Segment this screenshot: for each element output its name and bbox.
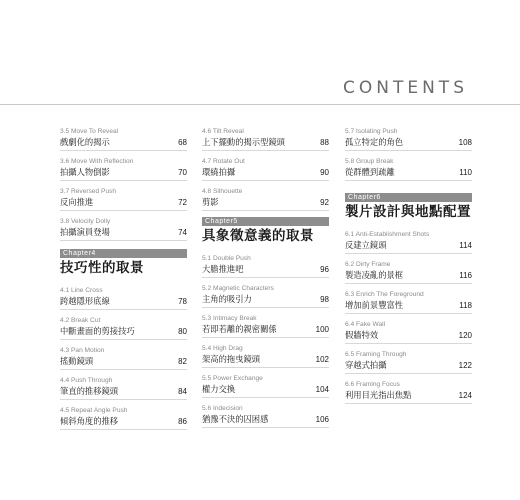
entry-chinese-title: 若即若離的親密關係 <box>202 324 277 334</box>
toc-entry <box>60 406 187 430</box>
entry-row <box>60 196 187 211</box>
entry-row <box>345 136 472 151</box>
entry-row <box>60 226 187 241</box>
entry-page-number: 98 <box>320 295 329 304</box>
entry-chinese-title: 孤立特定的角色 <box>345 137 404 147</box>
chapter-title: 製片設計與地點配置 <box>345 204 471 220</box>
entry-chinese-title: 拍攝人物倒影 <box>60 167 110 177</box>
entry-page-number: 104 <box>315 385 329 394</box>
entry-english-title: 5.6 Indecision <box>202 405 243 412</box>
chapter-label: Chapter5 <box>202 217 329 226</box>
entry-english-title: 4.7 Rotate Out <box>202 158 245 165</box>
entry-page-number: 124 <box>458 391 472 400</box>
entry-chinese-title: 製造凌亂的景框 <box>345 270 404 280</box>
entry-row <box>60 166 187 181</box>
entry-page-number: 70 <box>178 168 187 177</box>
entry-chinese-title: 傾斜角度的推移 <box>60 416 119 426</box>
chapter-label: Chapter4 <box>60 249 187 258</box>
toc-entry <box>345 350 472 374</box>
toc-entry <box>202 344 329 368</box>
entry-page-number: 84 <box>178 387 187 396</box>
entry-row <box>202 196 329 211</box>
toc-entry <box>202 404 329 428</box>
toc-column-3 <box>345 127 472 410</box>
entry-row <box>202 353 329 368</box>
toc-entry <box>345 157 472 181</box>
entry-row <box>202 166 329 181</box>
entry-page-number: 100 <box>315 325 329 334</box>
toc-entry <box>60 157 187 181</box>
entry-chinese-title: 環繞拍攝 <box>202 167 236 177</box>
entry-chinese-title: 猶豫不決的囚困感 <box>202 414 269 424</box>
entry-row <box>202 263 329 278</box>
entry-page-number: 106 <box>315 415 329 424</box>
entry-page-number: 74 <box>178 228 187 237</box>
entry-page-number: 110 <box>459 168 472 177</box>
entry-row <box>60 136 187 151</box>
entry-chinese-title: 從群體到疏離 <box>345 167 395 177</box>
entry-page-number: 78 <box>178 297 187 306</box>
title-divider <box>0 104 520 105</box>
entry-chinese-title: 大膽推進吧 <box>202 264 244 274</box>
entry-chinese-title: 戲劇化的揭示 <box>60 137 110 147</box>
chapter-heading <box>345 193 472 222</box>
entry-english-title: 5.7 Isolating Push <box>345 128 398 135</box>
toc-column-2 <box>202 127 329 434</box>
entry-page-number: 68 <box>178 138 187 147</box>
entry-english-title: 3.8 Velocity Dolly <box>60 218 111 225</box>
entry-chinese-title: 架高的拖曳鏡頭 <box>202 354 261 364</box>
toc-entry <box>60 217 187 241</box>
entry-english-title: 6.1 Anti-Establishment Shots <box>345 231 430 238</box>
entry-chinese-title: 假牆特效 <box>345 330 379 340</box>
entry-page-number: 114 <box>459 241 472 250</box>
entry-english-title: 3.7 Reversed Push <box>60 188 117 195</box>
entry-row <box>202 413 329 428</box>
entry-english-title: 6.2 Dirty Frame <box>345 261 391 268</box>
entry-row <box>202 293 329 308</box>
entry-page-number: 122 <box>458 361 472 370</box>
entry-english-title: 6.6 Framing Focus <box>345 381 400 388</box>
entry-row <box>60 295 187 310</box>
entry-page-number: 86 <box>178 417 187 426</box>
chapter-title: 具象徵意義的取景 <box>202 228 314 244</box>
entry-chinese-title: 利用目光指出焦點 <box>345 390 412 400</box>
entry-english-title: 4.4 Push Through <box>60 377 113 384</box>
entry-row <box>202 383 329 398</box>
entry-english-title: 4.8 Silhouette <box>202 188 243 195</box>
entry-chinese-title: 權力交換 <box>202 384 236 394</box>
entry-row <box>345 269 472 284</box>
toc-entry <box>202 187 329 211</box>
toc-column-1 <box>60 127 187 436</box>
entry-english-title: 4.3 Pan Motion <box>60 347 105 354</box>
entry-english-title: 6.3 Enrich The Foreground <box>345 291 424 298</box>
chapter-label: Chapter6 <box>345 193 472 202</box>
entry-page-number: 82 <box>178 357 187 366</box>
entry-chinese-title: 中斷畫面的剪接技巧 <box>60 326 135 336</box>
entry-chinese-title: 反建立鏡頭 <box>345 240 387 250</box>
toc-entry <box>202 284 329 308</box>
chapter-heading <box>60 249 187 278</box>
toc-entry <box>60 187 187 211</box>
entry-english-title: 4.6 Tilt Reveal <box>202 128 244 135</box>
entry-english-title: 3.6 Move With Reflection <box>60 158 134 165</box>
entry-chinese-title: 穿越式拍攝 <box>345 360 387 370</box>
entry-english-title: 4.5 Repeat Angle Push <box>60 407 128 414</box>
entry-page-number: 96 <box>320 265 329 274</box>
entry-row <box>60 385 187 400</box>
contents-title: CONTENTS <box>343 78 468 98</box>
entry-row <box>345 329 472 344</box>
entry-row <box>202 323 329 338</box>
toc-entry <box>60 286 187 310</box>
entry-row <box>345 166 472 181</box>
entry-english-title: 5.4 High Drag <box>202 345 243 352</box>
toc-entry <box>345 320 472 344</box>
entry-english-title: 4.2 Break Cut <box>60 317 101 324</box>
toc-entry <box>60 376 187 400</box>
toc-entry <box>345 380 472 404</box>
entry-row <box>60 415 187 430</box>
entry-chinese-title: 搖動鏡頭 <box>60 356 94 366</box>
entry-page-number: 80 <box>178 327 187 336</box>
entry-english-title: 5.1 Double Push <box>202 255 251 262</box>
toc-entry <box>202 314 329 338</box>
entry-row <box>60 325 187 340</box>
toc-entry <box>345 230 472 254</box>
entry-english-title: 3.5 Move To Reveal <box>60 128 119 135</box>
toc-entry <box>345 127 472 151</box>
entry-chinese-title: 剪影 <box>202 197 219 207</box>
entry-page-number: 102 <box>315 355 329 364</box>
entry-page-number: 72 <box>178 198 187 207</box>
entry-chinese-title: 筆直的推移鏡頭 <box>60 386 119 396</box>
toc-entry <box>60 316 187 340</box>
entry-page-number: 90 <box>320 168 329 177</box>
toc-entry <box>202 374 329 398</box>
entry-chinese-title: 跨越隱形底線 <box>60 296 110 306</box>
toc-entry <box>345 290 472 314</box>
chapter-heading <box>202 217 329 246</box>
entry-row <box>202 136 329 151</box>
entry-chinese-title: 主角的吸引力 <box>202 294 252 304</box>
entry-english-title: 6.4 Fake Wall <box>345 321 386 328</box>
entry-english-title: 4.1 Line Cross <box>60 287 103 294</box>
entry-page-number: 120 <box>458 331 472 340</box>
entry-row <box>60 355 187 370</box>
entry-page-number: 116 <box>459 271 472 280</box>
entry-english-title: 5.5 Power Exchange <box>202 375 263 382</box>
entry-chinese-title: 反向推進 <box>60 197 94 207</box>
entry-english-title: 5.3 Intimacy Break <box>202 315 257 322</box>
entry-english-title: 5.8 Group Break <box>345 158 394 165</box>
toc-entry <box>202 254 329 278</box>
entry-row <box>345 359 472 374</box>
entry-page-number: 92 <box>320 198 329 207</box>
toc-entry <box>202 157 329 181</box>
entry-page-number: 88 <box>320 138 329 147</box>
entry-english-title: 5.2 Magnetic Characters <box>202 285 274 292</box>
chapter-title: 技巧性的取景 <box>60 260 144 276</box>
entry-chinese-title: 拍攝演員登場 <box>60 227 110 237</box>
entry-chinese-title: 增加前景豐富性 <box>345 300 404 310</box>
entry-english-title: 6.5 Framing Through <box>345 351 407 358</box>
toc-entry <box>60 346 187 370</box>
entry-page-number: 108 <box>458 138 472 147</box>
entry-chinese-title: 上下擺動的揭示型鏡頭 <box>202 137 285 147</box>
entry-row <box>345 299 472 314</box>
toc-entry <box>60 127 187 151</box>
toc-entry <box>345 260 472 284</box>
entry-page-number: 118 <box>459 301 472 310</box>
toc-entry <box>202 127 329 151</box>
entry-row <box>345 239 472 254</box>
entry-row <box>345 389 472 404</box>
